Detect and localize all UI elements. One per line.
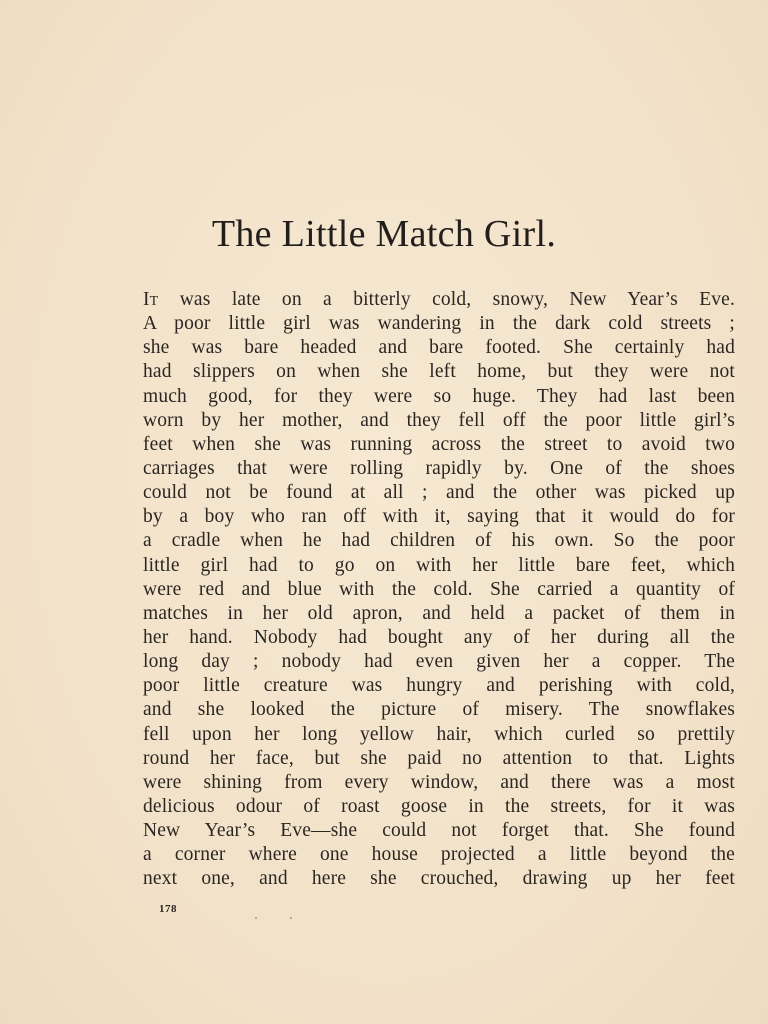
- text-line: had slippers on when she left home, but they were not: [143, 361, 735, 383]
- text-line: a corner where one house projected a little beyond the: [143, 844, 735, 866]
- text-line: next one, and here she crouched, drawing up her feet: [143, 868, 735, 890]
- text-line: poor little creature was hungry and perishing with cold,: [143, 675, 735, 697]
- text-line: fell upon her long yellow hair, which curled so prettily: [143, 723, 735, 745]
- text-line: little girl had to go on with her little bare feet, which: [143, 554, 735, 576]
- chapter-title: The Little Match Girl.: [211, 213, 557, 255]
- text-line: a cradle when he had children of his own. So the poor: [143, 530, 735, 552]
- text-line: delicious odour of roast goose in the streets, for it was: [143, 795, 735, 817]
- text-line: matches in her old apron, and held a packet of them in: [143, 602, 735, 624]
- text-line: feet when she was running across the street to avoid two: [143, 433, 735, 455]
- text-line: her hand. Nobody had bought any of her during all the: [143, 626, 735, 648]
- text-line: much good, for they were so huge. They had last been: [143, 385, 735, 407]
- text-line: she was bare headed and bare footed. She certainly had: [143, 337, 735, 359]
- opening-word: It: [143, 289, 159, 310]
- body-text: [143, 288, 735, 892]
- paper-speck: [255, 917, 257, 919]
- text-line: carriages that were rolling rapidly by. One of the shoes: [143, 457, 735, 479]
- text-line: A poor little girl was wandering in the dark cold streets ;: [143, 313, 735, 335]
- text-line: and she looked the picture of misery. The snowflakes: [143, 699, 735, 721]
- text-line: by a boy who ran off with it, saying that it would do for: [143, 506, 735, 528]
- text-line: long day ; nobody had even given her a copper. The: [143, 651, 735, 673]
- text-line: could not be found at all ; and the other was picked up: [143, 482, 735, 504]
- text-line: were red and blue with the cold. She carried a quantity of: [143, 578, 735, 600]
- text-line: worn by her mother, and they fell off the poor little girl’s: [143, 409, 735, 431]
- text-line: New Year’s Eve—she could not forget that. She found: [143, 820, 735, 842]
- text-line: round her face, but she paid no attention to that. Lights: [143, 747, 735, 769]
- text-line: were shining from every window, and there was a most: [143, 771, 735, 793]
- text-line: It was late on a bitterly cold, snowy, New Year’s Eve.: [143, 289, 735, 310]
- paper-speck: [290, 917, 292, 919]
- page-number: 178: [159, 903, 177, 915]
